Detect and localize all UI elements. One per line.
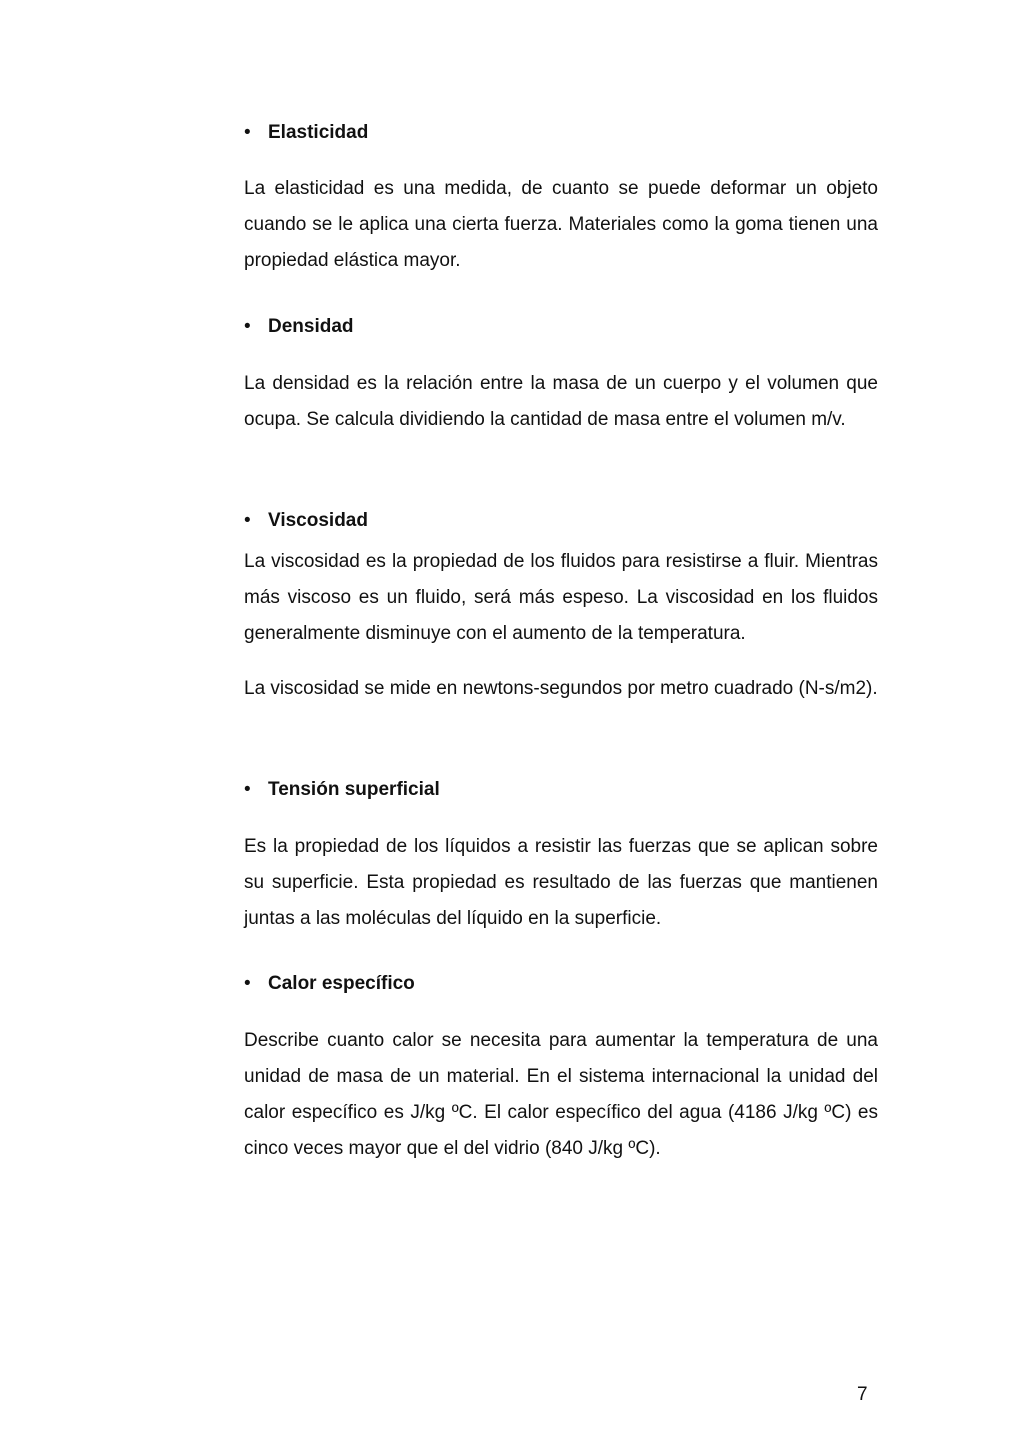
bullet-icon: • — [244, 973, 251, 994]
section-heading-text: Densidad — [268, 316, 354, 337]
paragraph-densidad: La densidad es la relación entre la masa de un cuerpo y el volumen que ocupa. Se calcula dividiendo la cantidad de masa entre el volumen m/v. — [244, 373, 878, 430]
paragraph-viscosidad-2: La viscosidad se mide en newtons-segundos por metro cuadrado (N-s/m2). — [244, 678, 878, 699]
section-heading-calor-especifico — [244, 972, 878, 996]
paragraph-calor-especifico: Describe cuanto calor se necesita para aumentar la temperatura de una unidad de masa de un material. En el sistema internacional la unidad del calor específico es J/kg ºC. El calor específico del agua (4186 J/kg ºC) es cinco veces mayor que el del vidrio (840 J/kg ºC). — [244, 1030, 878, 1159]
section-heading-text: Elasticidad — [268, 122, 369, 143]
section-heading-densidad — [244, 315, 878, 339]
page-number: 7 — [857, 1384, 868, 1405]
paragraph-elasticidad: La elasticidad es una medida, de cuanto se puede deformar un objeto cuando se le aplica una cierta fuerza. Materiales como la goma tienen una propiedad elástica mayor. — [244, 178, 878, 271]
bullet-icon: • — [244, 779, 251, 800]
section-heading-tension-superficial — [244, 778, 878, 802]
section-heading-viscosidad — [244, 509, 878, 533]
paragraph-viscosidad-1: La viscosidad es la propiedad de los fluidos para resistirse a fluir. Mientras más viscoso es un fluido, será más espeso. La viscosidad en los fluidos generalmente disminuye con el aumento de la temperatura. — [244, 551, 878, 644]
section-heading-text: Calor específico — [268, 973, 415, 994]
paragraph-tension-superficial: Es la propiedad de los líquidos a resistir las fuerzas que se aplican sobre su superficie. Esta propiedad es resultado de las fuerzas que mantienen juntas a las moléculas del líquido en la superficie. — [244, 836, 878, 929]
section-heading-text: Tensión superficial — [268, 779, 440, 800]
bullet-icon: • — [244, 316, 251, 337]
bullet-icon: • — [244, 122, 251, 143]
section-heading-text: Viscosidad — [268, 510, 368, 531]
section-heading-elasticidad — [244, 121, 878, 145]
bullet-icon: • — [244, 510, 251, 531]
